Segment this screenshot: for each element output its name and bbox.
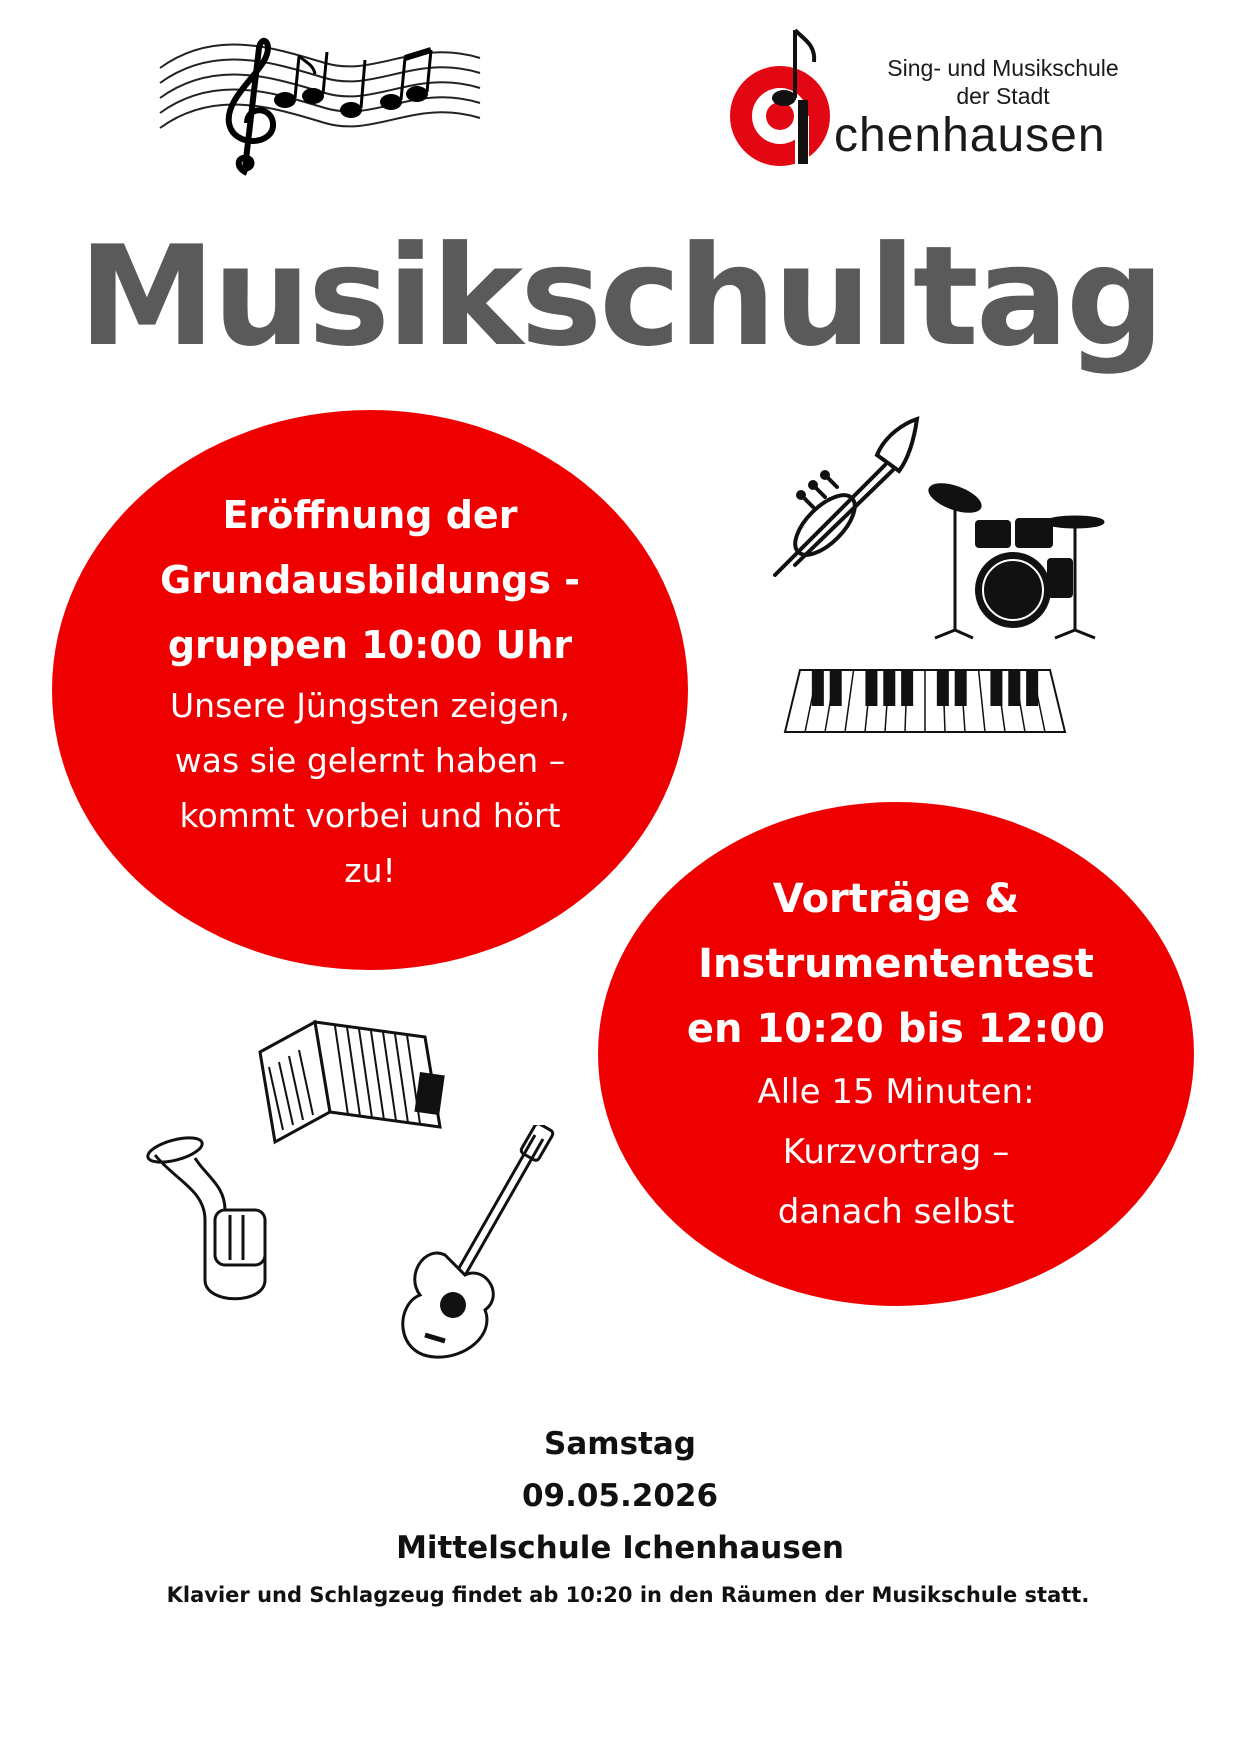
piano-black-key <box>830 670 842 706</box>
event-location: Mittelschule Ichenhausen <box>396 1530 844 1566</box>
piano-black-key <box>955 670 967 706</box>
event-date: 09.05.2026 <box>521 1478 719 1514</box>
instrument-test-text-line: danach selbst <box>777 1191 1015 1232</box>
music-staff-icon <box>155 28 485 178</box>
opening-title-line: gruppen 10:00 Uhr <box>167 622 573 667</box>
instrument-test-circle <box>598 802 1194 1306</box>
opening-title-line: Grundausbildungs - <box>160 557 580 602</box>
piano-keys-icon <box>780 668 1070 738</box>
event-day: Samstag <box>544 1426 696 1462</box>
opening-text-line: zu! <box>344 850 396 890</box>
event-note: Klavier und Schlagzeug findet ab 10:20 in den Räumen der Musikschule statt. <box>166 1583 1090 1607</box>
drum-kit-icon <box>915 480 1105 640</box>
tuba-icon <box>145 1130 285 1310</box>
opening-text-line: was sie gelernt haben – <box>174 740 566 780</box>
piano-black-key <box>865 670 877 706</box>
piano-black-key <box>901 670 913 706</box>
opening-event-circle <box>52 410 688 970</box>
instrument-test-text-line: Alle 15 Minuten: <box>757 1071 1035 1112</box>
piano-black-key <box>812 670 824 706</box>
logo-line1: Sing- und Musikschule <box>887 55 1119 81</box>
piano-black-key <box>1008 670 1020 706</box>
instrument-test-text-line: Kurzvortrag – <box>782 1131 1010 1172</box>
instrument-test-title-line: Instrumententest <box>698 940 1094 987</box>
instrument-test-title-line: Vorträge & <box>772 875 1020 922</box>
opening-text-line: Unsere Jüngsten zeigen, <box>170 685 570 725</box>
piano-black-key <box>990 670 1002 706</box>
logo-line2: der Stadt <box>956 83 1050 109</box>
piano-black-key <box>937 670 949 706</box>
page-title: Musikschultag <box>78 216 1162 377</box>
opening-text-line: kommt vorbei und hört <box>179 795 561 835</box>
logo-city-name: chenhausen <box>834 109 1106 162</box>
piano-black-key <box>883 670 895 706</box>
guitar-icon <box>385 1125 555 1365</box>
opening-title-line: Eröffnung der <box>222 492 518 537</box>
piano-black-key <box>1026 670 1038 706</box>
instrument-test-title-line: en 10:20 bis 12:00 <box>686 1005 1106 1052</box>
trumpet-icon <box>765 415 925 585</box>
